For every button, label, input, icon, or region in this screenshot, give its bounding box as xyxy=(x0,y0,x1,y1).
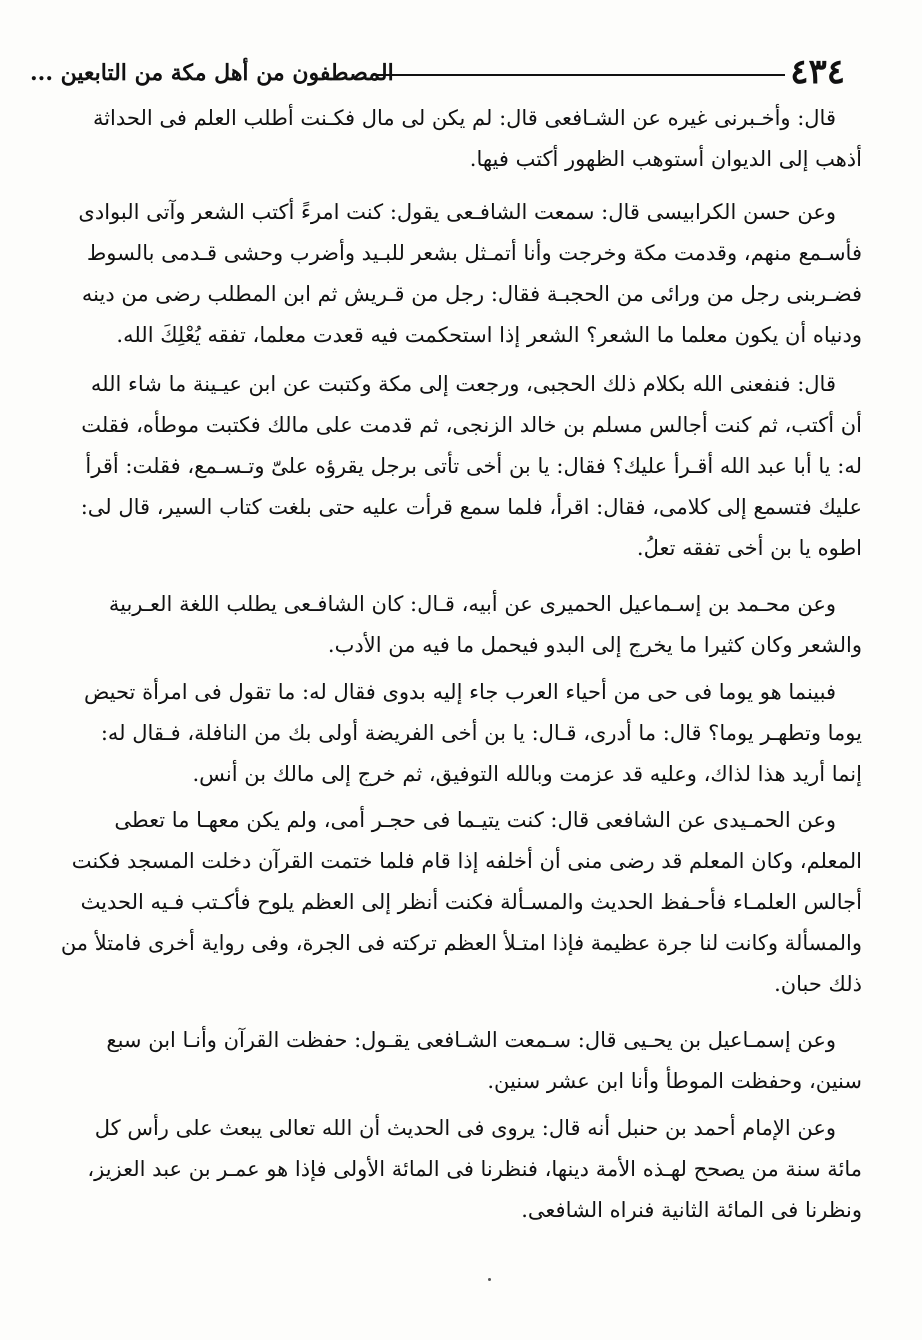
text-line: اطوه يا بن أخى تفقه تعلُ. xyxy=(636,536,862,560)
text-line: سنين، وحفظت الموطأ وأنا ابن عشر سنين. xyxy=(487,1069,862,1093)
paragraph-3 xyxy=(52,364,862,569)
text-line: والمسألة وكانت لنا جرة عظيمة فإذا امتـلأ العظم تركته فى الجرة، وفى رواية أخرى فامتلأ من xyxy=(60,931,862,955)
page-number: ٤٣٤ xyxy=(790,52,845,92)
text-line: ودنياه أن يكون معلما ما الشعر؟ الشعر إذا استحكمت فيه قعدت معلما، تفقه يُعْلِكَ الله. xyxy=(116,323,862,347)
text-line: ونظرنا فى المائة الثانية فنراه الشافعى. xyxy=(521,1198,862,1222)
text-line: أجالس العلمـاء فأحـفظ الحديث والمسـألة فكنت أنظر إلى العظم يلوح فأكـتب فـيه الحديث xyxy=(80,890,862,914)
paragraph-7 xyxy=(52,1020,862,1102)
page-header xyxy=(30,52,845,96)
scan-speck xyxy=(488,1278,491,1281)
paragraph-4 xyxy=(52,584,862,666)
text-line: والشعر وكان كثيرا ما يخرج إلى البدو فيحمل ما فيه من الأدب. xyxy=(327,633,862,657)
text-line: يوما وتطهـر يوما؟ قال: ما أدرى، قـال: يا بن أخى الفريضة أولى بك من النافلة، فـقال له: xyxy=(100,721,862,745)
text-line: وعن الإمام أحمد بن حنبل أنه قال: يروى فى الحديث أن الله تعالى يبعث على رأس كل xyxy=(94,1116,836,1140)
paragraph-8 xyxy=(52,1108,862,1231)
text-line: عليك فتسمع إلى كلامى، فقال: اقرأ، فلما سمع قرأت عليه حتى بلغت كتاب السير، قال لى: xyxy=(80,495,862,519)
text-line: أن أكتب، ثم كنت أجالس مسلم بن خالد الزنجى، ثم قدمت على مالك فكتبت موطأه، فقلت xyxy=(81,413,862,437)
paragraph-6 xyxy=(52,800,862,1005)
text-line: وعن محـمد بن إسـماعيل الحميرى عن أبيه، قـال: كان الشافـعى يطلب اللغة العـربية xyxy=(108,592,836,616)
text-line: أذهب إلى الديوان أستوهب الظهور أكتب فيها. xyxy=(469,147,862,171)
text-line: المعلم، وكان المعلم قد رضى منى أن أخلفه إذا قام فلما ختمت القرآن دخلت المسجد فكنت xyxy=(71,849,862,873)
text-line: ذلك حبان. xyxy=(774,972,862,996)
text-line: فأسـمع منهم، وقدمت مكة وخرجت وأنا أتمـثل بشعر للبـيد وأضرب وحشى قـدمى بالسوط xyxy=(86,241,862,265)
running-title: المصطفون من أهل مكة من التابعين ... xyxy=(30,60,394,86)
text-line: وعن حسن الكرابيسى قال: سمعت الشافـعى يقول: كنت امرءً أكتب الشعر وآتى البوادى xyxy=(78,200,836,224)
text-line: قال: وأخـبرنى غيره عن الشـافعى قال: لم يكن لى مال فكـنت أطلب العلم فى الحداثة xyxy=(92,106,836,130)
text-line: إنما أريد هذا لذاك، وعليه قد عزمت وبالله التوفيق، ثم خرج إلى مالك بن أنس. xyxy=(192,762,862,786)
text-line: مائة سنة من يصحح لهـذه الأمة دينها، فنظرنا فى المائة الأولى فإذا هو عمـر بن عبد العزيز، xyxy=(87,1157,862,1181)
text-line: قال: فنفعنى الله بكلام ذلك الحجبى، ورجعت إلى مكة وكتبت عن ابن عيـينة ما شاء الله xyxy=(90,372,836,396)
paragraph-1 xyxy=(52,98,862,180)
header-rule xyxy=(375,74,785,76)
paragraph-2 xyxy=(52,192,862,356)
paragraph-5 xyxy=(52,672,862,795)
text-line: وعن الحمـيدى عن الشافعى قال: كنت يتيـما فى حجـر أمى، ولم يكن معهـا ما تعطى xyxy=(114,808,836,832)
text-line: فبينما هو يوما فى حى من أحياء العرب جاء إليه بدوى فقال له: ما تقول فى امرأة تحيض xyxy=(83,680,836,704)
text-line: فضـربنى رجل من ورائى من الحجبـة فقال: رجل من قـريش ثم ابن المطلب رضى من دينه xyxy=(81,282,862,306)
text-line: وعن إسمـاعيل بن يحـيى قال: سـمعت الشـافعى يقـول: حفظت القرآن وأنـا ابن سبع xyxy=(106,1028,836,1052)
text-line: له: يا أبا عبد الله أقـرأ عليك؟ فقال: يا بن أخى تأتى برجل يقرؤه علىّ وتـسـمع، فقلت: أقرأ xyxy=(85,454,862,478)
